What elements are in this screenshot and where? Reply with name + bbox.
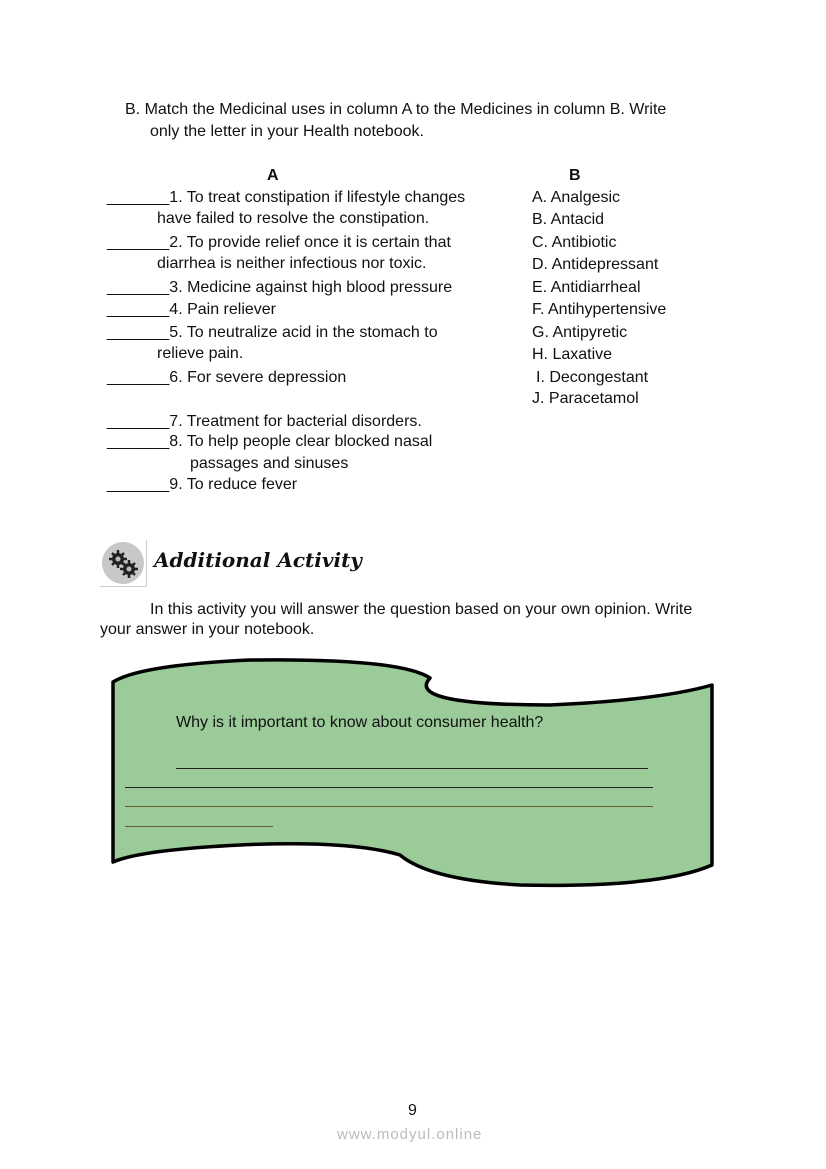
option-b: B. Antacid xyxy=(532,211,605,228)
option-g: G. Antipyretic xyxy=(532,324,628,341)
instruction-line-1: B. Match the Medicinal uses in column A to the Medicines in column B. Write xyxy=(125,101,667,118)
option-j: J. Paracetamol xyxy=(532,390,639,407)
intro-line-2: your answer in your notebook. xyxy=(100,621,315,638)
item-2: _______2. To provide relief once it is certain that xyxy=(107,234,451,251)
gears-icon xyxy=(100,540,146,586)
option-f: F. Antihypertensive xyxy=(532,301,667,318)
question-text: Why is it important to know about consumer health? xyxy=(176,714,544,731)
option-d: D. Antidepressant xyxy=(532,256,659,273)
instruction-line-2: only the letter in your Health notebook. xyxy=(150,123,424,140)
column-a-header: A xyxy=(267,167,279,184)
item-4: _______4. Pain reliever xyxy=(107,301,277,318)
option-c: C. Antibiotic xyxy=(532,234,617,251)
item-3: _______3. Medicine against high blood pressure xyxy=(107,279,453,296)
watermark: www.modyul.online xyxy=(337,1126,483,1143)
option-e: E. Antidiarrheal xyxy=(532,279,641,296)
answer-banner xyxy=(100,650,730,900)
answer-line-2[interactable] xyxy=(125,787,653,788)
item-5-cont: relieve pain. xyxy=(157,345,244,362)
item-7: _______7. Treatment for bacterial disorders. xyxy=(107,413,422,430)
answer-line-1[interactable] xyxy=(176,768,648,769)
icon-frame xyxy=(100,540,147,587)
column-b-header: B xyxy=(569,167,581,184)
item-8: _______8. To help people clear blocked nasal xyxy=(107,433,433,450)
option-h: H. Laxative xyxy=(532,346,613,363)
answer-line-4[interactable] xyxy=(125,826,273,827)
option-a: A. Analgesic xyxy=(532,189,621,206)
item-5: _______5. To neutralize acid in the stomach to xyxy=(107,324,438,341)
answer-line-3[interactable] xyxy=(125,806,653,807)
intro-line-1: In this activity you will answer the question based on your own opinion. Write xyxy=(150,601,693,618)
item-1-cont: have failed to resolve the constipation. xyxy=(157,210,430,227)
section-title: Additional Activity xyxy=(154,548,362,572)
option-i: I. Decongestant xyxy=(536,369,649,386)
item-9: _______9. To reduce fever xyxy=(107,476,298,493)
item-6: _______6. For severe depression xyxy=(107,369,347,386)
page-number: 9 xyxy=(408,1102,417,1119)
item-1: _______1. To treat constipation if lifestyle changes xyxy=(107,189,466,206)
item-8-cont: passages and sinuses xyxy=(190,455,349,472)
item-2-cont: diarrhea is neither infectious nor toxic. xyxy=(157,255,427,272)
